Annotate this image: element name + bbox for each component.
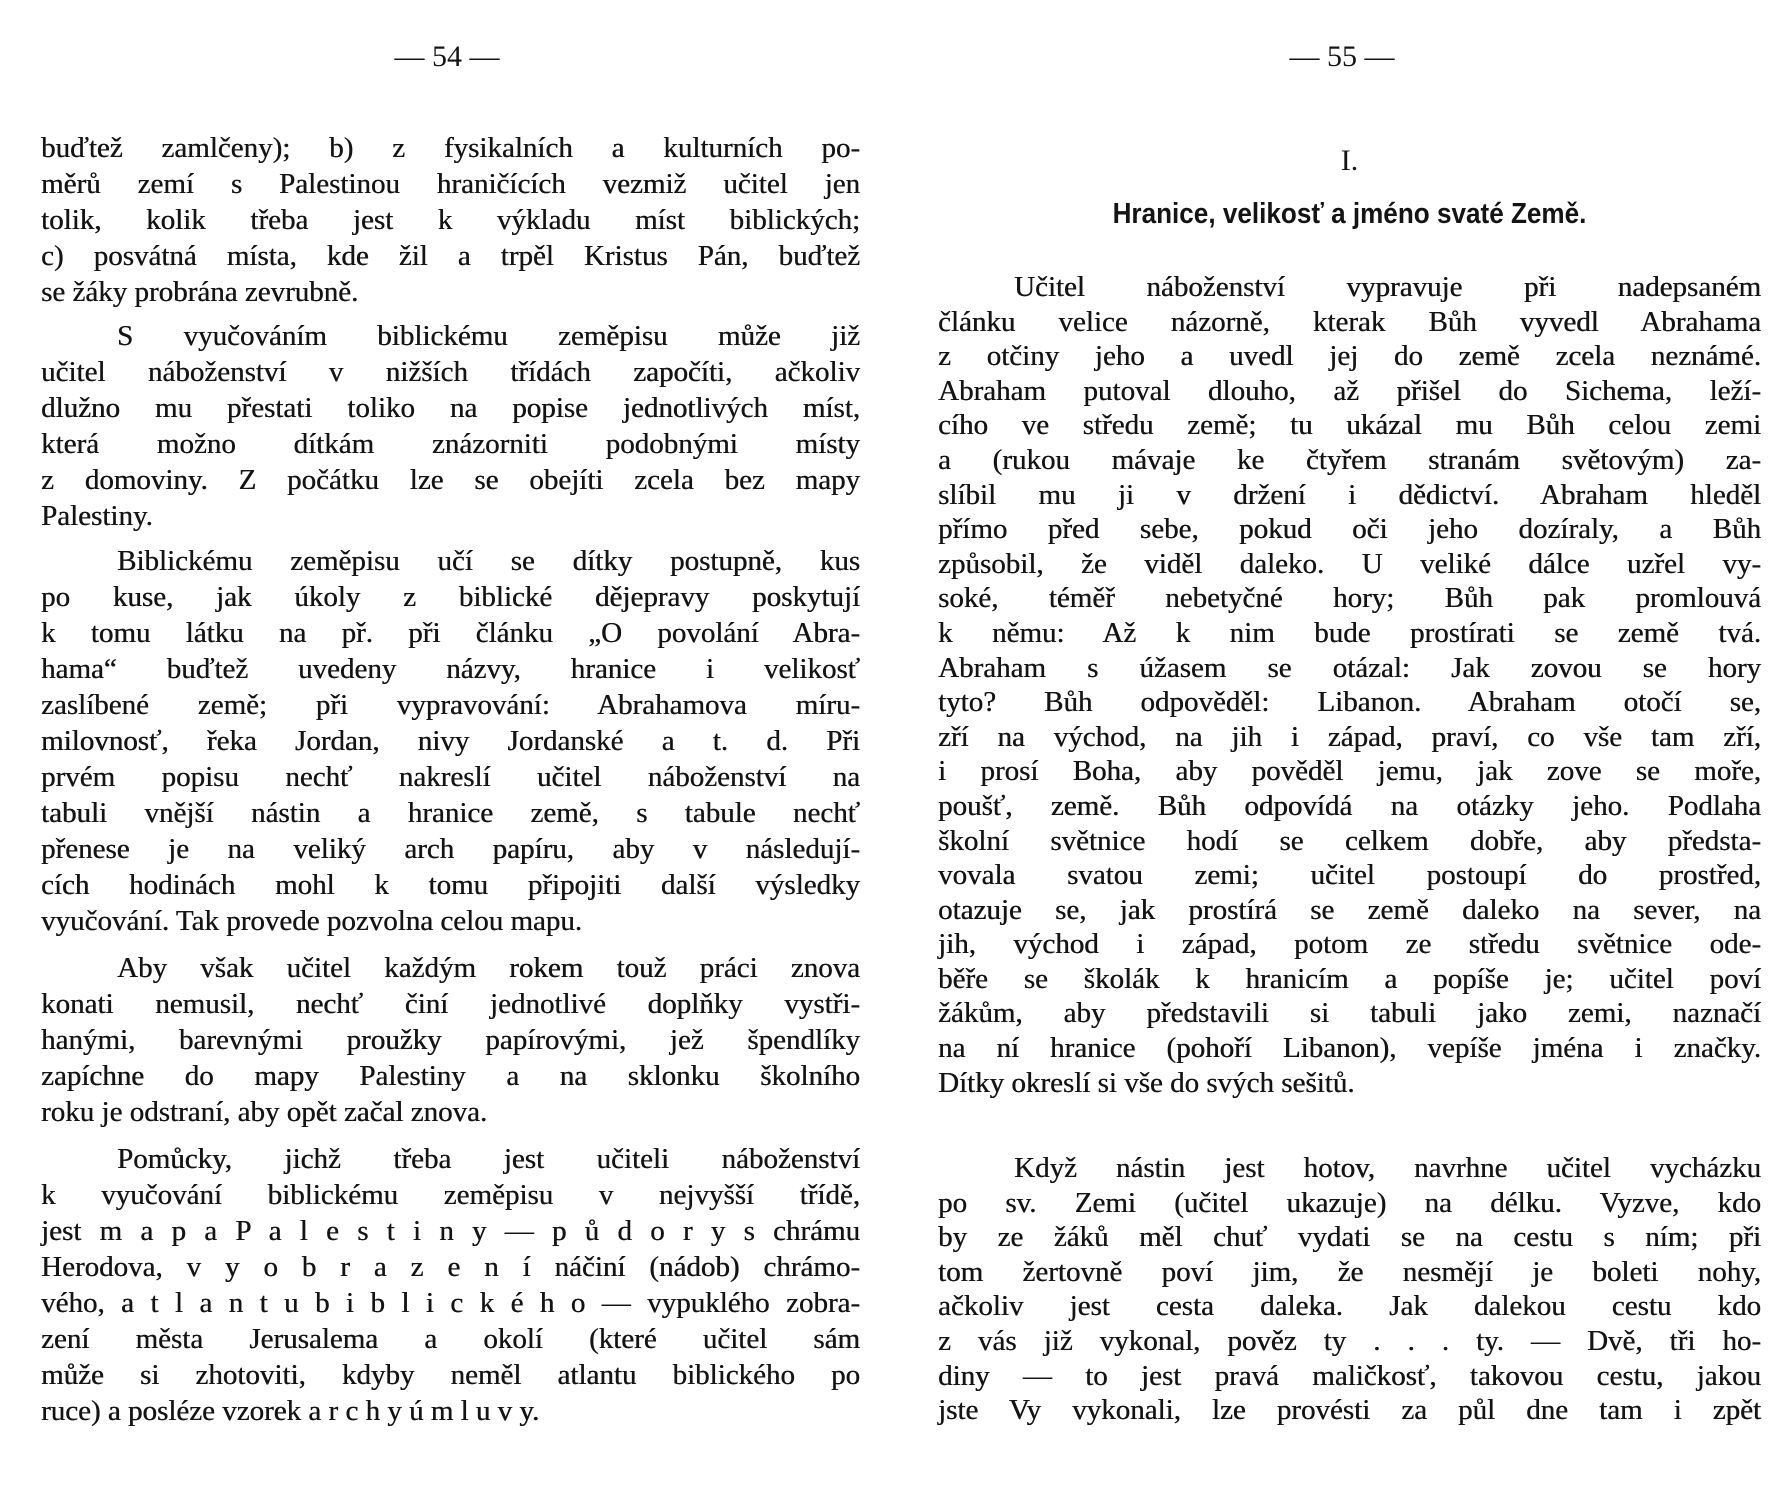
- text-line: jest m a p a P a l e s t i n y — p ů d o r y s chrámu: [41, 1215, 860, 1247]
- text-line: Dítky okreslí si vše do svých sešitů.: [938, 1066, 1355, 1099]
- paragraph: [41, 318, 860, 534]
- text-line: Učitel náboženství vypravuje při nadepsaném: [1014, 271, 1761, 303]
- text-line: zení města Jerusalema a okolí (které učitel sám: [41, 1323, 860, 1355]
- text-line: Když nástin jest hotov, navrhne učitel vycházku: [1014, 1152, 1761, 1184]
- text-line: tom žertovně poví jim, že nesmějí je boleti nohy,: [938, 1255, 1761, 1288]
- text-line: měrů zemí s Palestinou hraničících vezmiž učitel jen: [41, 168, 860, 200]
- text-line: cích hodinách mohl k tomu připojiti další výsledky: [41, 869, 860, 901]
- text-line: Biblickému zeměpisu učí se dítky postupně, kus: [117, 545, 860, 577]
- text-line: i prosí Boha, aby pověděl jemu, jak zove se moře,: [938, 755, 1761, 788]
- text-line: Herodova, v y o b r a z e n í náčiní (nádob) chrámo-: [41, 1251, 860, 1283]
- text-line: žákům, aby představili si tabuli jako zemi, naznačí: [938, 997, 1761, 1030]
- text-line: cího ve středu země; tu ukázal mu Bůh celou zemi: [938, 409, 1761, 442]
- text-line: školní světnice hodí se celkem dobře, aby předsta-: [938, 824, 1761, 857]
- paragraph: [41, 130, 860, 310]
- text-line: která možno dítkám znázorniti podobnými místy: [41, 428, 860, 460]
- text-line: Pomůcky, jichž třeba jest učiteli náboženství: [117, 1143, 860, 1175]
- text-line: hanými, barevnými proužky papírovými, jež špendlíky: [41, 1024, 860, 1056]
- text-line: na ní hranice (pohoří Libanon), vepíše jména i značky.: [938, 1032, 1761, 1065]
- text-line: po sv. Zemi (učitel ukazuje) na délku. Vyzve, kdo: [938, 1186, 1761, 1219]
- text-line: po kuse, jak úkoly z biblické dějepravy poskytují: [41, 581, 860, 613]
- text-line: se žáky probrána zevrubně.: [41, 276, 359, 308]
- text-line: ačkoliv jest cesta daleka. Jak dalekou cestu kdo: [938, 1290, 1761, 1323]
- text-line: zří na východ, na jih i západ, praví, co vše tam zří,: [938, 720, 1761, 753]
- text-line: k tomu látku na př. při článku „O povolání Abra-: [41, 617, 860, 649]
- text-line: přenese je na veliký arch papíru, aby v následují-: [41, 833, 860, 865]
- text-line: hama“ buďtež uvedeny názvy, hranice i velikosť: [41, 653, 860, 685]
- text-line: přímo před sebe, pokud oči jeho dozíraly, a Bůh: [938, 513, 1761, 546]
- text-line: Palestiny.: [41, 500, 153, 532]
- text-line: S vyučováním biblickému zeměpisu může již: [117, 320, 860, 352]
- chapter-title: Hranice, velikosť a jméno svaté Země.: [1112, 198, 1587, 230]
- text-line: buďtež zamlčeny); b) z fysikalních a kulturních po-: [41, 132, 860, 164]
- text-line: zaslíbené země; při vypravování: Abrahamova míru-: [41, 689, 860, 721]
- text-line: vovala svatou zemi; učitel postoupí do prostřed,: [938, 859, 1761, 892]
- text-line: a (rukou mávaje ke čtyřem stranám světovým) za-: [938, 443, 1761, 476]
- text-line: prvém popisu nechť nakreslí učitel náboženství na: [41, 761, 860, 793]
- text-line: článku velice názorně, kterak Bůh vyvedl Abrahama: [938, 305, 1761, 338]
- text-line: diny — to jest pravá maličkosť, takovou cestu, jakou: [938, 1359, 1761, 1392]
- chapter-number: I.: [1340, 144, 1359, 177]
- text-line: Aby však učitel každým rokem touž práci znova: [117, 952, 860, 984]
- text-line: vého, a t l a n t u b i b l i c k é h o — vypuklého zobra-: [41, 1287, 860, 1319]
- text-line: Abraham putoval dlouho, až přišel do Sichema, leží-: [938, 374, 1761, 407]
- text-line: z domoviny. Z počátku lze se obejíti zcela bez mapy: [41, 464, 860, 496]
- text-line: tabuli vnější nástin a hranice země, s tabule nechť: [41, 797, 860, 829]
- text-line: učitel náboženství v nižších třídách započíti, ačkoliv: [41, 356, 860, 388]
- text-line: c) posvátná místa, kde žil a trpěl Kristus Pán, buďtež: [41, 240, 860, 272]
- text-line: k němu: Až k nim bude prostírati se země tvá.: [938, 616, 1761, 649]
- text-line: tolik, kolik třeba jest k výkladu míst biblických;: [41, 204, 860, 236]
- text-line: dlužno mu přestati toliko na popise jednotlivých míst,: [41, 392, 860, 424]
- text-line: ruce) a posléze vzorek a r c h y ú m l u v y.: [41, 1395, 540, 1427]
- paragraph: [938, 1151, 1761, 1428]
- text-line: soké, téměř nebetyčné hory; Bůh pak promlouvá: [938, 582, 1761, 615]
- right-page-text: [938, 0, 1761, 1500]
- text-line: jste Vy vykonali, lze provésti za půl dne tam i zpět: [938, 1394, 1761, 1427]
- text-line: slíbil mu ji v držení i dědictví. Abraham hleděl: [938, 478, 1761, 511]
- paragraph: [938, 270, 1761, 1100]
- text-line: milovnosť, řeka Jordan, nivy Jordanské a t. d. Při: [41, 725, 860, 757]
- text-line: poušť, země. Bůh odpovídá na otázky jeho. Podlaha: [938, 789, 1761, 822]
- text-line: způsobil, že viděl daleko. U veliké dálce uzřel vy-: [938, 547, 1761, 580]
- text-line: zapíchne do mapy Palestiny a na sklonku školního: [41, 1060, 860, 1092]
- page-number-right: — 55 —: [1289, 40, 1395, 73]
- text-line: jih, východ i západ, potom ze středu světnice ode-: [938, 928, 1761, 961]
- paragraph: [41, 950, 860, 1130]
- text-line: roku je odstraní, aby opět začal znova.: [41, 1096, 488, 1128]
- left-page-text: [41, 0, 860, 1500]
- text-line: může si zhotoviti, kdyby neměl atlantu biblického po: [41, 1359, 860, 1391]
- text-line: běře se školák k hranicím a popíše je; učitel poví: [938, 962, 1761, 995]
- text-line: z otčiny jeho a uvedl jej do země zcela neznámé.: [938, 340, 1761, 373]
- text-line: vyučování. Tak provede pozvolna celou mapu.: [41, 905, 583, 937]
- text-line: otazuje se, jak prostírá se země daleko na sever, na: [938, 893, 1761, 926]
- paragraph: [41, 543, 860, 939]
- text-line: konati nemusil, nechť činí jednotlivé doplňky vystři-: [41, 988, 860, 1020]
- page-number-left: — 54 —: [394, 40, 500, 73]
- text-line: Abraham s úžasem se otázal: Jak zovou se hory: [938, 651, 1761, 684]
- text-line: tyto? Bůh odpověděl: Libanon. Abraham otočí se,: [938, 686, 1761, 719]
- text-line: by ze žáků měl chuť vydati se na cestu s ním; při: [938, 1221, 1761, 1254]
- text-line: z vás již vykonal, pověz ty . . . ty. — Dvě, tři ho-: [938, 1324, 1761, 1357]
- text-line: k vyučování biblickému zeměpisu v nejvyšší třídě,: [41, 1179, 860, 1211]
- paragraph: [41, 1141, 860, 1429]
